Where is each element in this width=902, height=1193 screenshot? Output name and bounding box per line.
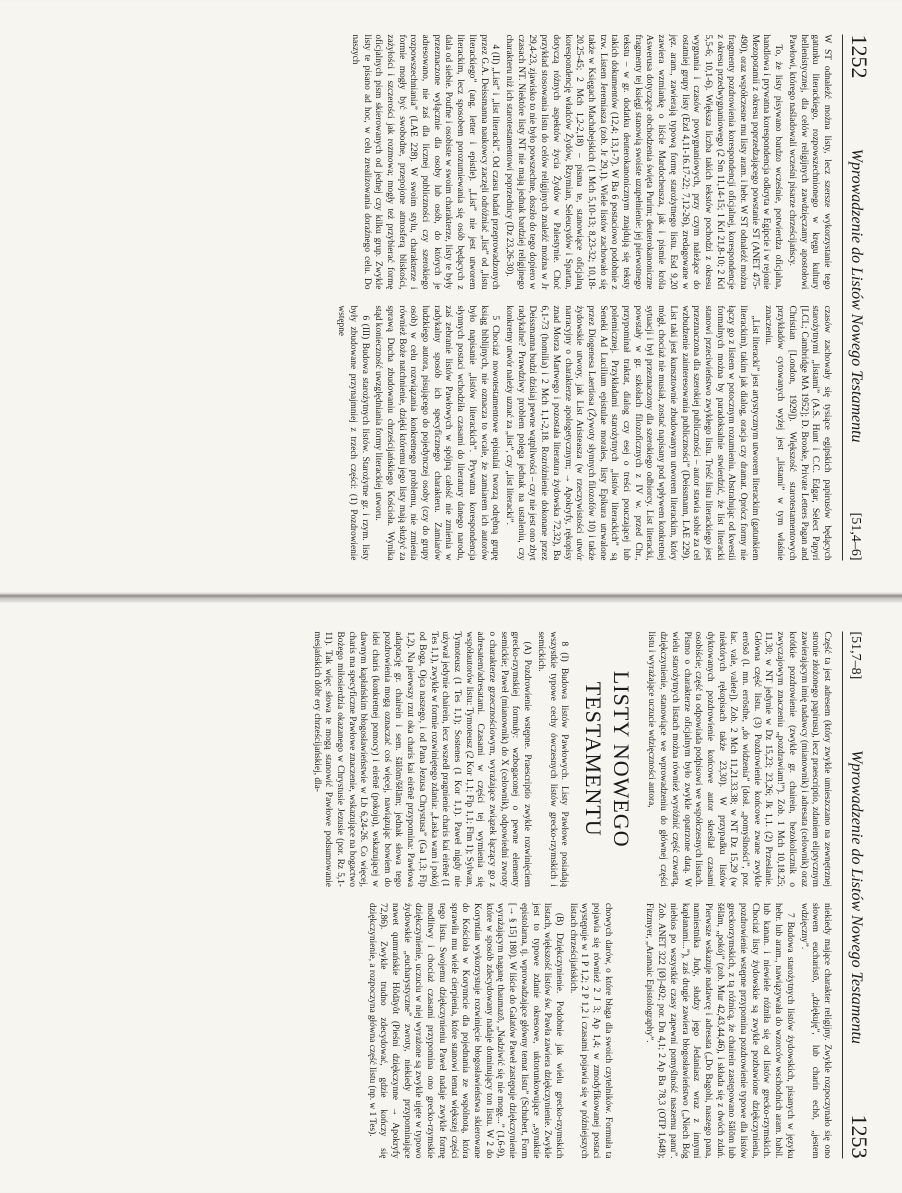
- body-paragraph: Część ta jest adresem (który zwykle umieszczano na zewnętrznej stronie złożonego papirusu), lecz praescriptio, zdaniem eliptycznym zawierającym imię nadawcy (mianownik) i adresata (celownik) oraz krótkie pozdrowienie (zwykle gr. chairein, bezokolicznik o zwyczajowym znaczeniu „pozdrawiam!”). Zob. 1 Mch 10,18.25; 11,30; w NT jedynie w Dz 15,23; 23,26; Jk 1,1. (2) Przesłanie. Główna część listu. (3) Pozdrowienie końcowe zwane zwykle errōsō (l. mn. errōsthe, „do widzenia” [dosł. „pomyślności”, por. łac. vale, valete]). Zob. 2 Mch 11,21.33.38; w NT Dz 15,29 (w niektórych rękopisach także 23,30). W przypadku listów dyktowanych pozdrowienie końcowe autor skreślał czasami osobiście; część ta odpowiada podpisowi we współczesnych listach. Pismo o charakterze oficjalnym było zwykle opatrzone datą. W wielu starożytnych listach można również wyróżnić część czwartą, dziękczynienie, stanowiące we wprowadzeniu do głównej części listu i wyrażające uczucie wdzięczności autora,: [646, 631, 832, 887]
- body-paragraph: 6 (III) Budowa starożytnych listów. Starożytne gr. i rzym. listy były zbudowane przynajmniej z trzech części: (1) Pozdrowienie wstępne: [336, 305, 370, 560]
- right-columns: [308, 631, 832, 1158]
- right-page-number: 1253: [847, 1114, 872, 1158]
- body-paragraph: To, że listy pisywano bardzo wcześnie, potwierdza oficjalna, handlowa i prywatna korespondencja odkryta w Egipcie i w rejonie Mezopotamii z okresu poprzedzającego powstanie ST (ANET 475-490), oraz współczesne mu listy aram. i hebr. W ST odnaleźć można fragmenty pozdrowienia korespondencji oficjalnej, korespondencje z okresu przedwygnaniowego (2 Sm 11,14-15; 1 Krl 21,8-10; 2 Krl 5,5-6; 10,1-6). Większa liczba takich tekstów pochodzi z okresu wygnania i czasów powygnaniowych, przy czym należące do ostatniej grupy listy (Ezd 4,11-16.17-22; 7,12-26), zredagowane w jęz. aram., zawierają typową formę starożytnego listu. Esd 9,20 zawiera wzmiankę o liście Mardocheusza, jak i pismie króla Aswerusa dotyczące obchodzenia święta Purim; deuterokanoniczne fragmenty tej księgi stanowią swoiste uzupełnienie: jej pierwotnego tekstu – w gr. dodatku deuterokanonicznym znajdują się teksty takich dokumentów (12,4; 13,1-7). W Ba 6 postaciowo podobnie z tzw. Listem Jeremiasza (zob. Jr 29,1). Wiele listów zachowało się także w Księgach Machabejskich (1 Mch 5,10-13; 8,23-32; 10,18-20.25-45; 2 Mch 1,2-2,18) – pisma te, stanowiące oficjalną korespondencję władców Żydów, Rzymian, Seleucydów i Spartan, dotyczą różnych aspektów życia Żydów w Palestynie. Choć przykład stosowania listu do celów religijnych znaleźć można w Jr 29,4-23, zjawisko to nie było powszechne, doszło do tego dopiero w czasach NT. Niektóre listy NT nie mają jednak bardziej religijnego charakteru niż ich starotestamentowi poprzednicy (Dz 23,26-30).: [504, 34, 784, 289]
- body-paragraph: niekiedy mające charakter religijny. Zwykle rozpoczynało się ono słowem eucharistō, „dziękuję”, lub charin echō, „jestem wdzięczny”.: [798, 902, 832, 1158]
- right-running-head: [842, 631, 872, 1158]
- left-page: [0, 0, 902, 596]
- body-paragraph: 4 (II) „List” i „list literacki”. Od czasu badań przeprowadzonych przez G.A. Deissmanna naukowcy zaczęli odróżniać „list” od „listu literackiego” (ang. letter i epistle). „List” nie jest utworem literackim, lecz sposobem porozumiewania się osób będących z dala od siebie. Poufne i osobiste w swoim charakterze, listy te były przeznaczone wyłącznie dla osoby lub osób, do których je adresowano, nie zaś dla licznej publiczności czy szerokiego rozpowszechniania” (LAE 228). W swoim stylu, charakterze i formie mogły być swobodne, przepojone atmosferą bliskości, zażyłości i szczerości jak rozmowa; mogły też przybierać formę oficjalnych pism skierowanych od jednej czy kilku grup. Zwykle listy te pisano ad hoc, w celu zrealizowania doraźnego celu. Do naszych: [349, 34, 501, 289]
- body-paragraph: (A) Pozdrowienie wstępne. Praescriptio zwykle rozwinięciem grecko-rzymskiej formuły: wzbogaconej o pewne elementy semickie; Paweł (mianownik) do X (celownik), odpowiedni zwroty o charakterze grzecznościowym, wyrażające związek łączący go z adresatem/adresatami. Czasami w części tej wymienia się współautorów listu: Tymoteusz (2 Kor 1,1; Flp 1,1; Flm 1); Sylwan, Tymoteusz (1 Tes 1,1); Sostenes (1 Kor 1,1). Paweł nigdy nie używał jedynie chairein, lecz wszedł pragnienie charis kai eirēnē (1 Tes 1,1), zwykle w formie rozwiniętego zdania: „Łaska wam i pokój od Boga, Ojca naszego, i od Pana Jezusa Chrystusa” (Ga 1,3; Flp 1,2). Na pierwszy rzut oka charis kai eirēnē przypomina: Pawłowa adaptację gr. chairein i sem. šālōm/šĕlām; jednak słowa tego pozdrowienia mogą oznaczać coś więcej, nawiązując bowiem do idei charis (konkretnej pomocy) i eirēnē (pokoju), wskazującej w dawnym kapłańskim błogosławieństwie w Lb 6,24-26. Co więcej, charis ma specyficzne Pawłowe znaczenie, wskazujące na bogactwo Bożego miłosierdzia okazanego w Chrystusie Jezusie (por. Rz 5,1-11). Tak więc słowa te mogą stanowić Pawłowe podsumowanie mesjańskich dóbr ery chrześcijańskiej, dla-: [311, 631, 533, 887]
- left-column-1: [332, 34, 832, 289]
- left-columns: [332, 34, 832, 560]
- body-paragraph: 7 Budowa starożytnych listów żydowskich, pisanych w języku hebr. lub aram., nawiązywała do wzorców wschodnich aram. babil. lub kanan. i niewiele różniła się od listów grecko-rzymskich. Chociaż listy żydowskie są zwykle pozbawione dziękczynienia, pozdrowienie wstępne przypomina pozdrowienie typowe dla listów greckorzymskich, z tą różnicą, że chairein zastępowano šālōm lub šĕlām, „pokój” (zob. Mur 42,43,44,46), i składa się z dwóch zdań. Pierwsze wskazuje nadawcę i adresata („Do Bagohi, naszego pana, namiestnika Judy, słudzy jego Jedaniasz wraz z innymi kapłanami...”), zaś drugie zawiera błogosławieństwo („Niech Bóg niebios po wszystkie czasy zapewni pomyślność naszemu panu”. Zob. ANET 322 [Ø]-492; por. Dn 4,1; 2 Ap Ba 78,3 (OTP 1,648); Fitzmyer, „Aramaic Epistolography”.: [644, 902, 795, 1158]
- left-section-ref: [51,4–6]: [848, 512, 863, 560]
- body-paragraph: czasów zachowały się tysiące egipskich papirusów będących starożytnymi „listami” (A.S. Hunt i C.C. Edgar, Select Papyri [LCL; Cambridge MA 1952]; D. Brooke, Private Letters Pagan and Christian [London, 1929]). Większość starotestamentowych przykładów cytowanych wyżej jest „listami” w tym właśnie znaczeniu.: [763, 305, 832, 560]
- body-paragraph: 8 (I) Budowa listów Pawłowych. Listy Pawłowe posiadają wszystkie typowe cechy ówczesnych listów grecko-rzymskich i semickich.: [535, 631, 570, 887]
- binding-gutter: [0, 592, 902, 602]
- column-spacer: [613, 903, 641, 1159]
- left-page-number: 1252: [847, 34, 872, 78]
- left-running-head: [842, 34, 872, 560]
- right-page: [0, 596, 902, 1192]
- body-paragraph: 5 Chociaż nowotestamentowe epistulai tworzą odrębną grupę ksiąg biblijnych, nie oznacza to wcale, że zamiarem ich autorów było napisanie „listów literackich”. Prywatna korespondencja słynnych postaci wchodziła czasami do literatury danego narodu, zaś zebranie listów Pawłowych w spójną całość nie zmienia w radykalny sposób ich specyficznego charakteru. Zamiarów ludzkiego autora, pisującego do pojedynczej osoby (czy do grupy osób) w celu rozwiązania konkretnego problemu, nie zmienia również Boże natchnienie, dzięki któremu jego listy mają służyć za sprawą Ducha zbudowaniu chrześcijańskiego Kościoła. Wynika stąd konieczność uwzględniania formy literackiej utworu.: [373, 305, 501, 560]
- left-running-title: Wprowadzenie do Listów Nowego Testamentu: [848, 148, 865, 443]
- section-heading: LISTY NOWEGO TESTAMENTU: [581, 670, 634, 848]
- right-column-1: [308, 631, 832, 887]
- body-paragraph: (B) Dziękczynienie. Podobnie jak wielu grecko-rzymskich listach, większość listów św. Pawła zawiera dziękczynienie. Zwykle jest to typowe zdanie okresowe, uktorunkowujące „synaktie epistolarna, tj. wprowadzające główny temat listu” (Schubert, Form [→ § 15] 180). W liście do Galatów Paweł zastępuje dziękczynienie wyrażającym naganę thaumazō, „Nadziwić się nie mogę...” (1,6-9), które w sposób zdecydowany nadaje dominujący ton listu. W 2 do Koryntian wykorzystuje rozwinięcie błogosławieństwa skierowane do Kościoła w Korynncie dla pojednania ze wspólnotą, która sprawiła mu wiele cierpienia, które stanowi temat większej części tego listu. Swojemu dziękczynieniu Paweł nadaje zwykle formę modlitwy i chociaż czasami przypomina ono grecko-rzymskie dziękczynienie, uczuciu w niej wyrażone są zwykle ujęte w typowo żydowskie „eucharystyczne” zwroty, niekiedy przypominające nawet qumrańskie Hôdāyôt (Pieśni dziękczynne → Apokryfy 72,86). Zwykle trudno zdecydować, gdzie kończy się dziękczynienie, a rozpoczyna główna część listu (np. w 1 Tes).: [366, 902, 564, 1158]
- body-paragraph: chowych darów, o które błaga dla swoich czytelników. Formuła ta pojawia się również 2 J 3; Ap 1,4; w zmodyfikowanej postaci występuje w 1 P 1,2; 2 P 1,2 i czasami pojawia się w późniejszych listach chrześcijańskich.: [567, 902, 613, 1158]
- body-paragraph: W ST odnaleźć można listy, lecz szersze wykorzystanie tego gatunku literackiego, rozpowszechnionego w kręgu kultury hellenistycznej, dla celów religijnych zawdzięczamy apostołowi Pawłowi, którego naśladowali wcześni pisarze chrześcijańscy.: [786, 34, 832, 289]
- body-paragraph: „List literacki” jest artystycznym utworem literackim (gatunkiem literackim), takim jak dialog, oracja czy dramat. Oprócz formy nie łączy go z listem w potocznym rozumieniu. Abstrahując od kwestii formalnych można by paradoksalnie stwierdzić, że list literacki stanowi przeciwieństwo zwykłego listu. Treść listu literackiego jest przeznaczona dla szerokiej publiczności – autor stawia sobie za cel wzbudzenie zainteresowania publiczności” (Deissmann, LAE 229). List taki jest kunsztownie zbudowanym utworem literackim, który mógł, chociaż nie musiał, zostać napisany pod wpływem konkretnej sytuacji i był przeznaczony dla szerokiego odbiorcy. List literacki, powstały w gr. szkołach filozoficznych z IV w. przed Chr., przypominał traktat, dialog czy esej o treści pouczającej lub polemicznej. Przykładami starożytnych „listów literackich” są Seneki Ad Lucilium epistulae morales, listy Epikura utrwalone przez Diogenesa Laertiosa (Żywoty słynnych filozofów 10) i także żydowskie utwory, jak List Aristeasza (w rzeczywistości utwór narracyjny o charakterze apologetycznym; → Apokryfy, rękopisy znad Morza Martwego i pozostała literatura żydowska 72,32), Ba 6,1-73 (homilia) i 2 Mch 1,1-2,18. Rozróżnienie dokonane przez Deissmanna budzi dzisiaj pewne wątpliwości – czy nie jest ono zbyt radykalne? Prawdziwy problem polega jednak na ustaleniu, czy konkretny utwór należy uznać za „list”, czy „list literacki”.: [504, 305, 760, 560]
- right-section-ref: [51,7–8]: [848, 631, 863, 679]
- right-column-2: [308, 903, 832, 1159]
- right-running-title: Wprowadzenie do Listów Nowego Testamentu: [848, 749, 865, 1044]
- left-column-2: [332, 305, 832, 560]
